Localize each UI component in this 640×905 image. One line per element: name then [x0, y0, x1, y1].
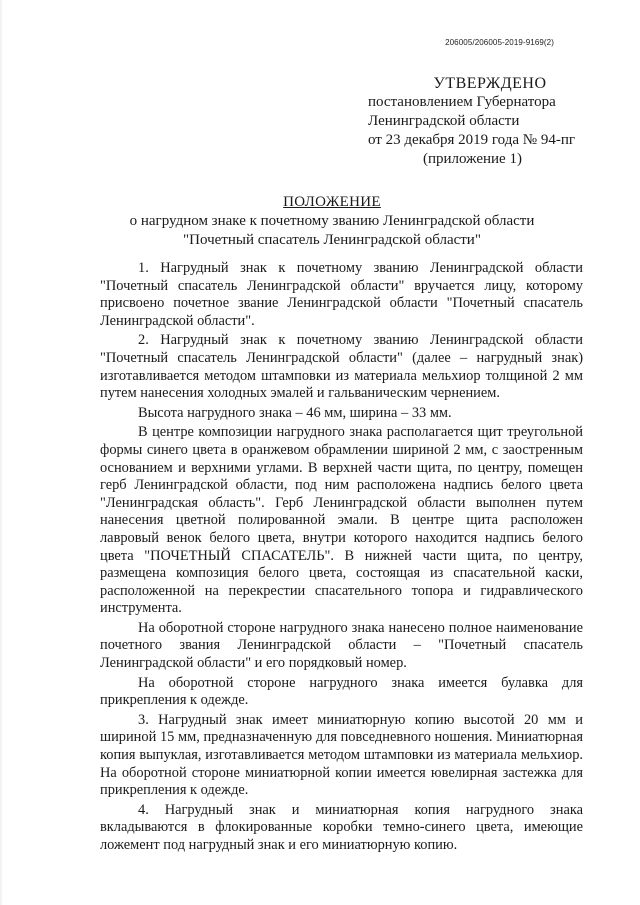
- approval-line: постановлением Губернатора: [368, 94, 556, 110]
- title-subline: "Почетный спасатель Ленинградской области": [183, 232, 481, 248]
- paragraph: 3. Нагрудный знак имеет миниатюрную копию высотой 20 мм и шириной 15 мм, предназначенную для повседневного ношения. Миниатюрная копия выпуклая, изготавливается методом штамповки из материала мельхиор. На оборотной стороне миниатюрной копии имеется ювелирная застежка для прикрепления к одежде.: [100, 711, 583, 799]
- paragraph: 1. Нагрудный знак к почетному званию Ленинградской области "Почетный спасатель Ленинградской области" вручается лицу, которому присвоено почетное звание Ленинградской области "Почетный спасатель Ленинградской области".: [100, 260, 583, 329]
- paragraph: 2. Нагрудный знак к почетному званию Ленинградской области "Почетный спасатель Ленинградской области" (далее – нагрудный знак) изготавливается методом штамповки из материала мельхиор толщиной 2 мм путем нанесения холодных эмалей и гальваническим чернением.: [100, 332, 583, 402]
- paragraph: На оборотной стороне нагрудного знака имеется булавка для прикрепления к одежде.: [100, 674, 583, 709]
- paragraph: Высота нагрудного знака – 46 мм, ширина – 33 мм.: [138, 404, 452, 421]
- paragraph: В центре композиции нагрудного знака располагается щит треугольной формы синего цвета в оранжевом обрамлении шириной 2 мм, с заостренным основанием и верхними углами. В верхней части щита, по центру, помещен герб Ленинградской области, под ним расположена надпись белого цвета "Ленинградская область". Герб Ленинградской области выполнен путем нанесения цветной полированной эмали. В центре щита расположен лавровый венок белого цвета, внутри которого находится надпись белого цвета "ПОЧЕТНЫЙ СПАСАТЕЛЬ". В нижней части щита, по центру, размещена композиция белого цвета, состоящая из спасательной каски, расположенной на перекрестии спасательного топора и гидравлического инструмента.: [100, 424, 583, 617]
- paragraph: На оборотной стороне нагрудного знака нанесено полное наименование почетного звания Ленинградской области – "Почетный спасатель Ленинградской области" и его порядковый номер.: [100, 619, 583, 672]
- document-body: [100, 260, 583, 857]
- document-title: [82, 193, 582, 250]
- document-id: 206005/206005-2019-9169(2): [445, 38, 554, 47]
- approval-line: Ленинградской области: [368, 113, 520, 129]
- approval-line: от 23 декабря 2019 года № 94-пг: [368, 132, 576, 148]
- scan-edge: [0, 0, 2, 905]
- title-subline: о нагрудном знаке к почетному званию Ленинградской области: [129, 213, 535, 229]
- approval-heading: УТВЕРЖДЕНО: [433, 75, 547, 92]
- title-heading: ПОЛОЖЕНИЕ: [283, 194, 381, 210]
- approval-block: [368, 74, 598, 169]
- paragraph: 4. Нагрудный знак и миниатюрная копия нагрудного знака вкладываются в флокированные коробки темно-синего цвета, имеющие ложемент под нагрудный знак и его миниатюрную копию.: [100, 801, 583, 853]
- approval-line: (приложение 1): [423, 151, 522, 167]
